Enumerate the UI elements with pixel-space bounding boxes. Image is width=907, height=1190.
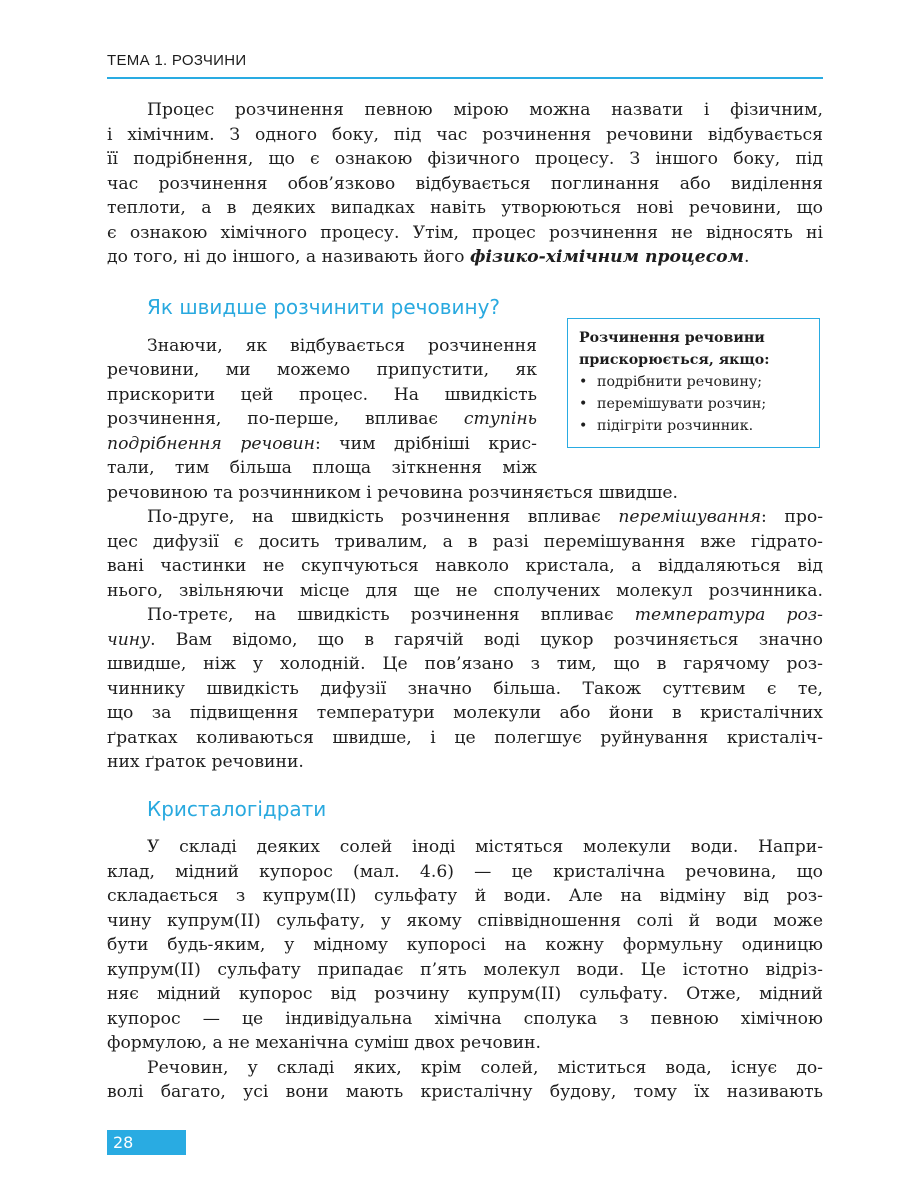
text-line: теплоти, а в деяких випадках навіть утворюються нові речовини, що — [107, 198, 823, 218]
section-heading: Кристалогідрати — [147, 797, 327, 821]
text-line: няє мідний купорос від розчину купрум(II) сульфату. Отже, мідний — [107, 984, 823, 1004]
text-fragment: : чим дрібніші крис- — [314, 434, 537, 454]
text-line: Знаючи, як відбувається розчинення — [147, 336, 537, 356]
text-fragment: . Вам відомо, що в гарячій воді цукор розчиняється значно — [150, 630, 823, 650]
info-box-list — [579, 371, 766, 437]
text-fragment: По-друге, на швидкість розчинення впливає — [147, 507, 619, 527]
text-line: її подрібнення, що є ознакою фізичного процесу. З іншого боку, під — [107, 149, 823, 169]
text-line: ґратках коливаються швидше, і це полегшує руйнування кристаліч- — [107, 728, 823, 748]
text-line: бути будь-яким, у мідному купоросі на кожну формульну одиницю — [107, 935, 823, 955]
key-term: ступінь — [463, 409, 537, 429]
list-item: • подрібнити речовину; — [579, 371, 766, 393]
text-line: У складі деяких солей іноді містяться молекули води. Напри- — [147, 837, 823, 857]
text-line: купрум(II) сульфату припадає п’ять молекул води. Це істотно відріз- — [107, 960, 823, 980]
text-line: тали, тим більша площа зіткнення між — [107, 458, 537, 478]
text-line — [107, 432, 537, 457]
text-line: формулою, а не механічна суміш двох речовин. — [107, 1033, 541, 1053]
text-line: час розчинення обов’язково відбувається поглинання або виділення — [107, 174, 823, 194]
bullet-icon: • — [579, 418, 588, 434]
text-line: чиннику швидкість дифузії значно більша. Також суттєвим є те, — [107, 679, 823, 699]
text-line: клад, мідний купорос (мал. 4.6) — це кристалічна речовина, що — [107, 862, 823, 882]
text-line: цес дифузії є досить тривалим, а в разі перемішування вже гідрато- — [107, 532, 823, 552]
text-line: нього, звільняючи місце для ще не сполучених молекул розчинника. — [107, 581, 823, 601]
text-fragment: : про- — [761, 507, 824, 527]
text-line — [107, 628, 823, 653]
text-line: чину купрум(II) сульфату, у якому співвідношення солі й води може — [107, 911, 823, 931]
text-fragment: . — [743, 247, 750, 267]
key-term: перемішування — [618, 507, 762, 527]
text-line — [147, 505, 823, 530]
page-number: 28 — [107, 1130, 186, 1155]
text-line: Процес розчинення певною мірою можна назвати і фізичним, — [147, 100, 823, 120]
text-line: складається з купрум(II) сульфату й води. Але на відміну від роз- — [107, 886, 823, 906]
text-line — [107, 245, 823, 270]
running-header: ТЕМА 1. РОЗЧИНИ — [107, 52, 247, 69]
header-divider — [107, 77, 823, 79]
list-item: • підігріти розчинник. — [579, 415, 766, 437]
text-line: купорос — це індивідуальна хімічна сполука з певною хімічною — [107, 1009, 823, 1029]
text-line: вані частинки не скупчуються навколо кристала, а віддаляються від — [107, 556, 823, 576]
text-fragment: По-третє, на швидкість розчинення впливає — [147, 605, 635, 625]
info-box — [567, 318, 820, 448]
text-line: речовини, ми можемо припустити, як — [107, 360, 537, 380]
text-line: що за підвищення температури молекули або йони в кристалічних — [107, 703, 823, 723]
text-line: є ознакою хімічного процесу. Утім, процес розчинення не відносять ні — [107, 223, 823, 243]
text-line — [147, 603, 823, 628]
text-fragment: розчинення, по-перше, впливає — [107, 409, 464, 429]
text-line: Речовин, у складі яких, крім солей, міститься вода, існує до- — [147, 1058, 823, 1078]
text-fragment: до того, ні до іншого, а називають його — [107, 247, 470, 267]
text-line: них ґраток речовини. — [107, 752, 304, 772]
list-item: • перемішувати розчин; — [579, 393, 766, 415]
text-line: прискорити цей процес. На швидкість — [107, 385, 537, 405]
section-heading: Як швидше розчинити речовину? — [147, 295, 501, 319]
key-term: чину — [107, 630, 151, 650]
key-term: подрібнення речовин — [107, 434, 315, 454]
text-line: волі багато, усі вони мають кристалічну будову, тому їх називають — [107, 1082, 823, 1102]
text-line: і хімічним. З одного боку, під час розчинення речовини відбувається — [107, 125, 823, 145]
key-term: фізико-хімічним процесом — [469, 247, 744, 267]
bullet-icon: • — [579, 396, 588, 412]
text-line: речовиною та розчинником і речовина розчиняється швидше. — [107, 483, 679, 503]
key-term: температура роз- — [634, 605, 823, 625]
bullet-icon: • — [579, 374, 588, 390]
info-box-title: Розчинення речовини прискорюється, якщо: — [579, 330, 770, 368]
text-line — [107, 407, 537, 432]
text-line: швидше, ніж у холодній. Це пов’язано з тим, що в гарячому роз- — [107, 654, 823, 674]
